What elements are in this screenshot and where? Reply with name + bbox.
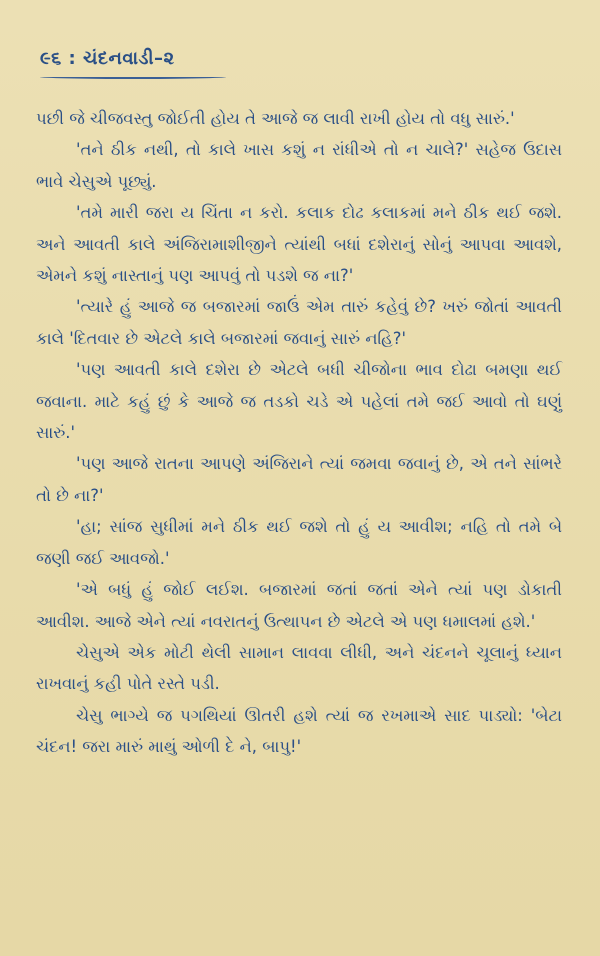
running-title: ચંદનવાડી–૨: [83, 48, 175, 69]
paragraph: 'તમે મારી જરા ય ચિંતા ન કરો. કલાક દોઢ કલાકમાં મને ઠીક થઈ જશે. અને આવતી કાલે અંજિરામાશીજીને ત્યાંથી બધાં દશેરાનું સોનું આપવા આવશે, એમને કશું નાસ્તાનું પણ આપવું તો પડશે જ ના?': [36, 203, 562, 286]
paragraph: 'એ બધું હું જોઈ લઈશ. બજારમાં જતાં જતાં એને ત્યાં પણ ડોકાતી આવીશ. આજે એને ત્યાં નવરાતનું ઉત્થાપન છે એટલે એ પણ ધમાલમાં હશે.': [36, 580, 562, 631]
paragraph: પછી જે ચીજવસ્તુ જોઈતી હોય તે આજે જ લાવી રાખી હોય તો વધુ સારું.': [36, 109, 515, 128]
paragraph: 'તને ઠીક નથી, તો કાલે ખાસ કશું ન રાંધીએ તો ન ચાલે?' સહેજ ઉદાસ ભાવે ચેસુએ પૂછ્યું.: [36, 140, 562, 191]
page-number: ૯૬: [40, 48, 62, 69]
paragraph: 'પણ આવતી કાલે દશેરા છે એટલે બધી ચીજોના ભાવ દોઢા બમણા થઈ જવાના. માટે કહું છું કે આજે જ તડકો ચડે એ પહેલાં તમે જઈ આવો તો ઘણું સારું.': [36, 360, 562, 443]
paragraph: ચેસુ ભાગ્યે જ પગથિયાં ઊતરી હશે ત્યાં જ રખમાએ સાદ પાડ્યો: 'બેટા ચંદન! જરા મારું માથું ઓળી દે ને, બાપુ!': [36, 705, 562, 757]
header-underline: [40, 75, 226, 79]
paragraph: 'પણ આજે રાતના આપણે અંજિરાને ત્યાં જમવા જવાનું છે, એ તને સાંભરે તો છે ના?': [36, 454, 562, 505]
running-header: [40, 48, 562, 69]
paragraph: ચેસુએ એક મોટી થેલી સામાન લાવવા લીધી, અને ચંદનને ચૂલાનું ધ્યાન રાખવાનું કહી પોતે રસ્તે પડી.: [36, 642, 562, 694]
paragraph: 'હા; સાંજ સુધીમાં મને ઠીક થઈ જશે તો હું ય આવીશ; નહિ તો તમે બે જણી જઈ આવજો.': [36, 517, 562, 568]
paragraph: 'ત્યારે હું આજે જ બજારમાં જાઉં એમ તારું કહેવું છે? ખરું જોતાં આવતી કાલે 'દિતવાર છે એટલે કાલે બજારમાં જવાનું સારું નહિ?': [36, 297, 562, 348]
header-separator: :: [68, 48, 77, 69]
body-text: [36, 103, 562, 763]
